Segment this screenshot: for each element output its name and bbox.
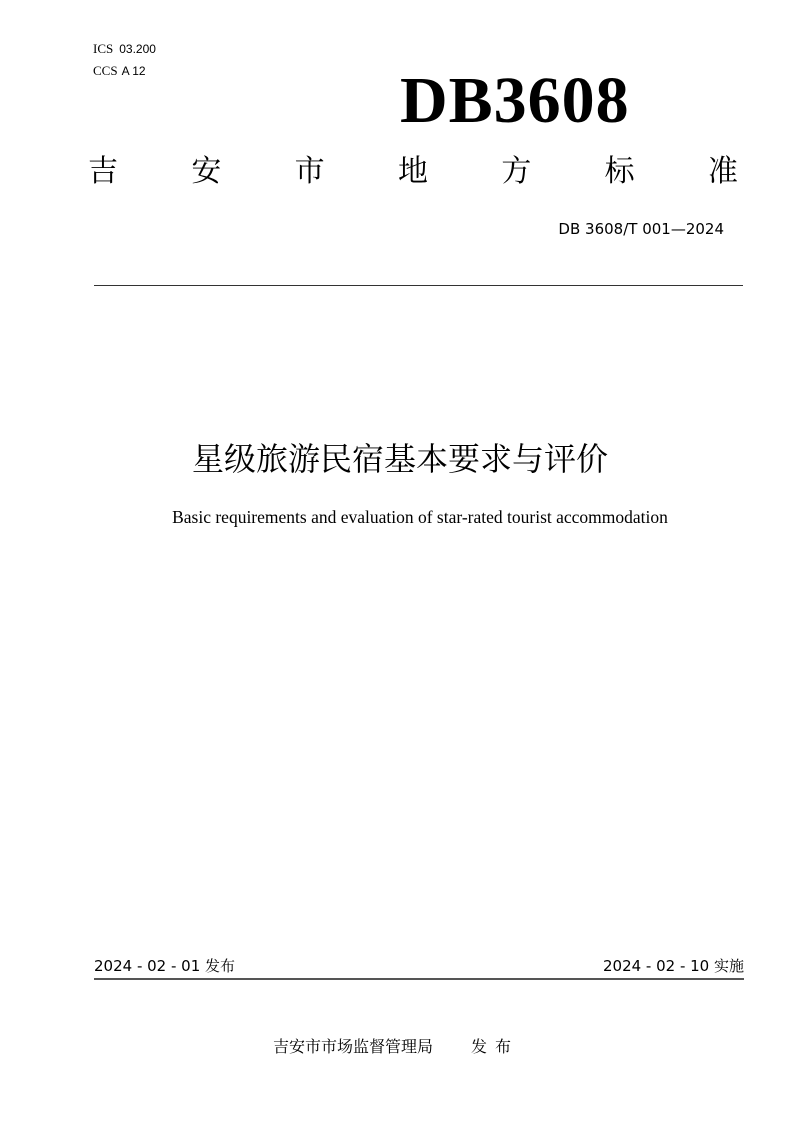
category-char: 市 [294, 154, 325, 189]
ics-code [93, 38, 156, 60]
ccs-code [93, 60, 156, 82]
category-char: 方 [501, 154, 532, 189]
issuer-line [273, 1035, 519, 1059]
category-char: 地 [397, 154, 428, 189]
document-title-chinese: 星级旅游民宿基本要求与评价 [191, 440, 608, 478]
standard-category [88, 152, 738, 192]
category-char: 准 [707, 154, 738, 189]
ccs-label: CCS [93, 63, 118, 78]
classification-codes [93, 38, 156, 82]
implement-date: 2024 - 02 - 10 实施 [602, 957, 744, 975]
category-char: 标 [604, 154, 635, 189]
category-char: 吉 [88, 154, 118, 189]
document-title-english: Basic requirements and evaluation of star-rated tourist accommodation [172, 507, 668, 527]
ics-label: ICS [93, 41, 114, 56]
category-char: 安 [191, 154, 222, 189]
issuer-action: 发布 [471, 1037, 520, 1056]
publish-date: 2024 - 02 - 01 发布 [94, 957, 236, 975]
issuer-name: 吉安市市场监督管理局 [273, 1037, 434, 1056]
footer-divider [94, 978, 744, 980]
standard-number: DB 3608/T 001—2024 [558, 220, 724, 238]
header-divider [94, 285, 743, 286]
standard-mark: DB3608 [400, 64, 630, 137]
ics-value: 03.200 [119, 42, 156, 56]
ccs-value: A 12 [121, 64, 146, 78]
